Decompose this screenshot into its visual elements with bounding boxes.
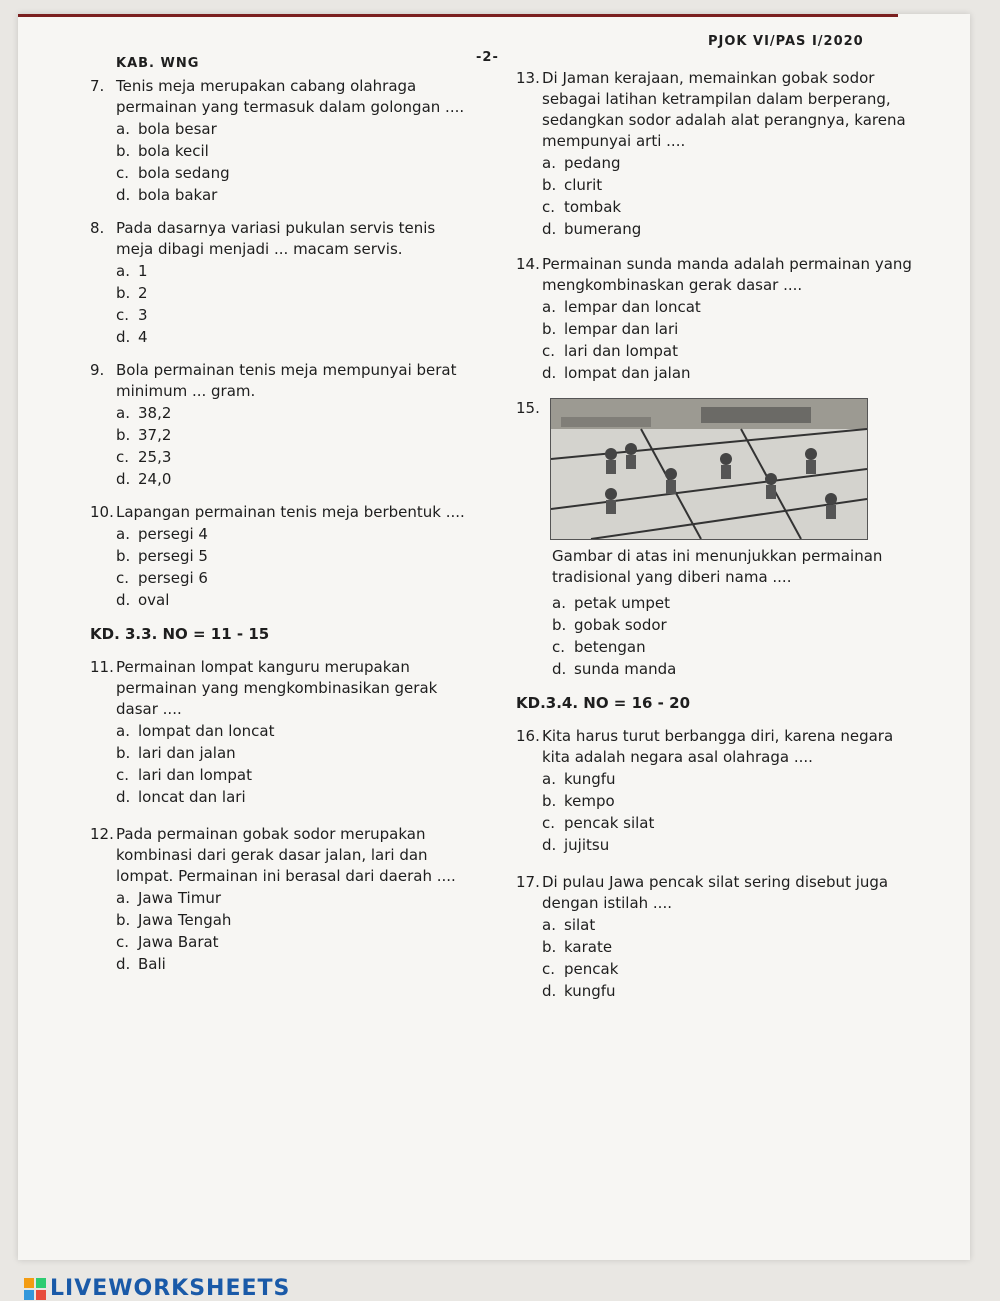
answer-option: [116, 446, 470, 468]
option-text: gobak sodor: [574, 616, 667, 634]
question-9: [90, 360, 470, 490]
question-text: Di pulau Jawa pencak silat sering disebut juga dengan istilah ....: [542, 873, 889, 912]
option-text: lari dan lompat: [564, 342, 679, 360]
question-number: 8.: [90, 219, 105, 237]
answer-option: [542, 340, 916, 362]
option-letter: b.: [116, 284, 131, 302]
option-letter: a.: [552, 594, 566, 612]
option-text: Jawa Barat: [138, 933, 219, 951]
option-letter: b.: [116, 426, 131, 444]
answer-option: [116, 567, 470, 589]
option-letter: b.: [542, 792, 557, 810]
option-letter: c.: [552, 638, 566, 656]
question-text: Pada permainan gobak sodor merupakan kombinasi dari gerak dasar jalan, lari dan lompat. Permainan ini berasal dari daerah ....: [116, 825, 456, 885]
question-text: Permainan sunda manda adalah permainan yang mengkombinaskan gerak dasar ....: [542, 255, 912, 294]
worksheet-page: [18, 14, 970, 1301]
option-text: 24,0: [138, 470, 172, 488]
option-text: jujitsu: [564, 836, 610, 854]
gobak-sodor-picture: [550, 398, 868, 540]
question-7: [90, 76, 470, 206]
answer-option: [552, 636, 916, 658]
option-text: 38,2: [138, 404, 172, 422]
option-letter: b.: [542, 938, 557, 956]
question-11: [90, 657, 470, 808]
answer-option: [542, 914, 916, 936]
answer-option: [542, 834, 916, 856]
answer-option: [116, 953, 470, 975]
option-text: 1: [138, 262, 148, 280]
answer-option: [116, 523, 470, 545]
question-number: 13.: [516, 69, 540, 87]
question-10: [90, 502, 470, 611]
option-text: bola bakar: [138, 186, 218, 204]
question-stem: [516, 254, 916, 296]
option-letter: d.: [116, 328, 131, 346]
question-text: Pada dasarnya variasi pukulan servis tenis meja dibagi menjadi ... macam servis.: [116, 219, 436, 258]
option-letter: b.: [542, 176, 557, 194]
question-stem: [516, 726, 916, 768]
option-letter: c.: [116, 569, 130, 587]
option-letter: a.: [542, 154, 556, 172]
option-letter: a.: [116, 120, 130, 138]
option-letter: a.: [542, 770, 556, 788]
option-text: 3: [138, 306, 148, 324]
question-stem: [516, 872, 916, 914]
header-right: PJOK VI/PAS I/2020: [708, 34, 864, 49]
option-text: bola besar: [138, 120, 217, 138]
question-text: Lapangan permainan tenis meja berbentuk ....: [116, 503, 465, 521]
question-number: 9.: [90, 361, 105, 379]
question-text: Gambar di atas ini menunjukkan permainan tradisional yang diberi nama ....: [552, 547, 883, 586]
question-stem: [90, 360, 470, 402]
question-stem: [90, 824, 470, 887]
kd-heading-3-4: KD.3.4. NO = 16 - 20: [516, 694, 691, 712]
answer-option: [116, 786, 470, 808]
question-stem: [516, 68, 916, 152]
option-letter: b.: [116, 142, 131, 160]
question-stem: [90, 76, 470, 118]
answer-option: [116, 931, 470, 953]
answer-option: [116, 184, 470, 206]
left-column: [90, 76, 470, 991]
answer-option: [116, 118, 470, 140]
answer-option: [116, 424, 470, 446]
option-letter: d.: [542, 982, 557, 1000]
question-number: 15.: [516, 399, 540, 417]
kd-heading-3-3: KD. 3.3. NO = 11 - 15: [90, 625, 270, 643]
option-text: bola kecil: [138, 142, 209, 160]
answer-option: [542, 174, 916, 196]
answer-option: [116, 304, 470, 326]
right-column: [516, 68, 916, 1018]
option-letter: c.: [116, 164, 130, 182]
option-letter: d.: [116, 591, 131, 609]
option-letter: c.: [542, 342, 556, 360]
question-number: 17.: [516, 873, 540, 891]
option-text: Bali: [138, 955, 166, 973]
option-text: kungfu: [564, 770, 616, 788]
option-text: bola sedang: [138, 164, 230, 182]
answer-option: [116, 764, 470, 786]
answer-option: [116, 260, 470, 282]
option-text: karate: [564, 938, 613, 956]
option-letter: a.: [116, 404, 130, 422]
answer-option: [116, 162, 470, 184]
question-text: Di Jaman kerajaan, memainkan gobak sodor sebagai latihan ketrampilan dalam berperang, sedangkan sodor adalah alat perangnya, karena mempunyai arti ....: [542, 69, 906, 150]
option-letter: b.: [116, 744, 131, 762]
option-letter: d.: [116, 186, 131, 204]
option-text: tombak: [564, 198, 622, 216]
answer-option: [116, 140, 470, 162]
option-text: pencak silat: [564, 814, 655, 832]
option-letter: d.: [552, 660, 567, 678]
option-letter: d.: [116, 955, 131, 973]
answer-option: [542, 768, 916, 790]
answer-option: [552, 592, 916, 614]
answer-option: [542, 790, 916, 812]
brand-icon: [24, 1278, 46, 1300]
answer-option: [116, 720, 470, 742]
answer-option: [542, 362, 916, 384]
option-letter: c.: [116, 933, 130, 951]
answer-option: [542, 980, 916, 1002]
option-text: betengan: [574, 638, 646, 656]
option-letter: d.: [116, 470, 131, 488]
question-17: [516, 872, 916, 1002]
option-text: clurit: [564, 176, 603, 194]
option-text: 37,2: [138, 426, 172, 444]
option-letter: d.: [116, 788, 131, 806]
option-text: silat: [564, 916, 596, 934]
question-16: [516, 726, 916, 856]
question-14: [516, 254, 916, 384]
question-13: [516, 68, 916, 240]
answer-option: [552, 658, 916, 680]
answer-option: [542, 812, 916, 834]
top-rule: [18, 14, 898, 17]
answer-option: [116, 887, 470, 909]
option-text: lempar dan loncat: [564, 298, 701, 316]
option-letter: d.: [542, 220, 557, 238]
option-letter: d.: [542, 836, 557, 854]
question-stem: [90, 502, 470, 523]
answer-option: [542, 958, 916, 980]
question-text: Permainan lompat kanguru merupakan permainan yang mengkombinasikan gerak dasar ....: [116, 658, 438, 718]
answer-option: [542, 936, 916, 958]
option-letter: c.: [542, 198, 556, 216]
question-text: Bola permainan tenis meja mempunyai berat minimum ... gram.: [116, 361, 457, 400]
option-text: Jawa Timur: [138, 889, 221, 907]
option-text: 2: [138, 284, 148, 302]
option-letter: a.: [542, 298, 556, 316]
answer-option: [116, 589, 470, 611]
question-text: Tenis meja merupakan cabang olahraga permainan yang termasuk dalam golongan ....: [116, 77, 465, 116]
option-text: oval: [138, 591, 170, 609]
option-text: 4: [138, 328, 148, 346]
header-page-number: -2-: [476, 50, 499, 65]
answer-option: [116, 402, 470, 424]
option-text: Jawa Tengah: [138, 911, 232, 929]
answer-option: [542, 296, 916, 318]
option-text: persegi 4: [138, 525, 208, 543]
question-number: 7.: [90, 77, 105, 95]
answer-option: [552, 614, 916, 636]
answer-option: [542, 152, 916, 174]
option-letter: a.: [116, 889, 130, 907]
question-stem: [90, 657, 470, 720]
option-text: kungfu: [564, 982, 616, 1000]
option-text: sunda manda: [574, 660, 677, 678]
question-number: 16.: [516, 727, 540, 745]
option-letter: b.: [116, 547, 131, 565]
answer-option: [116, 742, 470, 764]
option-text: lempar dan lari: [564, 320, 679, 338]
option-letter: b.: [552, 616, 567, 634]
question-number: 12.: [90, 825, 114, 843]
header-left: KAB. WNG: [116, 56, 200, 71]
option-text: kempo: [564, 792, 615, 810]
liveworksheets-logo: [24, 1276, 290, 1301]
option-text: lari dan jalan: [138, 744, 236, 762]
answer-option: [116, 468, 470, 490]
option-text: 25,3: [138, 448, 172, 466]
brand-text: LIVEWORKSHEETS: [50, 1276, 291, 1301]
option-letter: c.: [542, 960, 556, 978]
option-letter: c.: [542, 814, 556, 832]
option-text: bumerang: [564, 220, 642, 238]
answer-option: [542, 218, 916, 240]
question-12: [90, 824, 470, 975]
option-letter: d.: [542, 364, 557, 382]
answer-option: [116, 282, 470, 304]
question-stem: [90, 218, 470, 260]
option-letter: b.: [116, 911, 131, 929]
question-number: 11.: [90, 658, 114, 676]
option-text: loncat dan lari: [138, 788, 246, 806]
option-letter: a.: [116, 722, 130, 740]
option-text: lompat dan jalan: [564, 364, 691, 382]
answer-option: [116, 909, 470, 931]
option-letter: c.: [116, 306, 130, 324]
option-letter: a.: [542, 916, 556, 934]
option-letter: a.: [116, 525, 130, 543]
question-number: 14.: [516, 255, 540, 273]
option-text: pedang: [564, 154, 621, 172]
option-letter: a.: [116, 262, 130, 280]
option-text: persegi 5: [138, 547, 208, 565]
answer-option: [542, 318, 916, 340]
option-text: persegi 6: [138, 569, 208, 587]
answer-option: [116, 545, 470, 567]
option-text: lari dan lompat: [138, 766, 253, 784]
option-text: pencak: [564, 960, 619, 978]
answer-option: [542, 196, 916, 218]
answer-option: [116, 326, 470, 348]
question-15: [516, 398, 916, 680]
question-text: Kita harus turut berbangga diri, karena negara kita adalah negara asal olahraga ....: [542, 727, 894, 766]
question-8: [90, 218, 470, 348]
option-letter: c.: [116, 448, 130, 466]
field-illustration: [551, 399, 867, 539]
question-number: 10.: [90, 503, 114, 521]
option-letter: b.: [542, 320, 557, 338]
option-text: lompat dan loncat: [138, 722, 275, 740]
option-letter: c.: [116, 766, 130, 784]
option-text: petak umpet: [574, 594, 671, 612]
